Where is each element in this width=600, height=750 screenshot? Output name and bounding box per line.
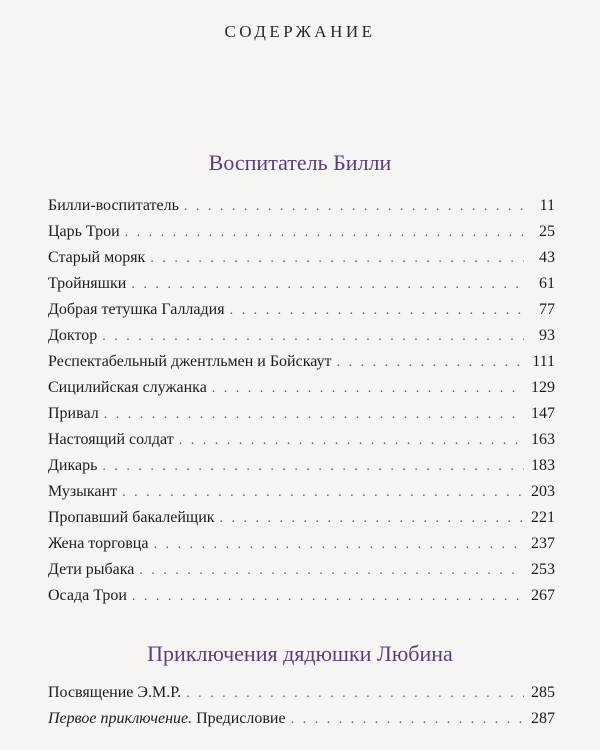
toc-entry-title: Дикарь (48, 457, 98, 474)
toc-list (48, 197, 555, 613)
toc-entry-title: Респектабельный джентльмен и Бойскаут (48, 353, 332, 370)
toc-entry-title: Старый моряк (48, 249, 146, 266)
toc-entry[interactable] (48, 509, 555, 535)
toc-entry-title: Тройняшки (48, 275, 127, 292)
toc-entry-page: 253 (531, 561, 555, 578)
toc-entry-title: Билли-воспитатель (48, 197, 179, 214)
toc-entry[interactable] (48, 561, 555, 587)
dot-leader (102, 329, 524, 345)
dot-leader (153, 537, 524, 553)
toc-entry-page: 11 (539, 197, 555, 214)
toc-entry-page: 77 (539, 301, 555, 318)
toc-entry[interactable] (48, 483, 555, 509)
toc-entry-title: Добрая тетушка Галладия (48, 301, 225, 318)
toc-entry[interactable] (48, 535, 555, 561)
toc-entry-page: 221 (531, 509, 555, 526)
dot-leader (131, 277, 524, 293)
toc-entry[interactable] (48, 587, 555, 613)
dot-leader (139, 563, 524, 579)
toc-entry-title (48, 710, 286, 728)
page-title: СОДЕРЖАНИЕ (224, 22, 376, 41)
toc-entry-title: Сицилийская служанка (48, 379, 207, 396)
toc-entry[interactable] (48, 431, 555, 457)
toc-entry-page: 93 (539, 327, 555, 344)
toc-entry-title: Жена торговца (48, 535, 149, 552)
toc-entry-title: Привал (48, 405, 99, 422)
toc-entry[interactable] (48, 327, 555, 353)
toc-entry-page: 25 (539, 223, 555, 240)
dot-leader (184, 199, 524, 215)
toc-entry-title: Пропавший бакалейщик (48, 509, 215, 526)
toc-entry-page: 147 (531, 405, 555, 422)
toc-entry-page: 163 (531, 431, 555, 448)
toc-entry-page: 43 (539, 249, 555, 266)
toc-entry-page: 111 (532, 353, 555, 370)
toc-entry[interactable] (48, 223, 555, 249)
toc-entry[interactable] (48, 197, 555, 223)
dot-leader (291, 712, 524, 728)
toc-entry-title: Посвящение Э.М.Р. (48, 684, 182, 701)
dot-leader (186, 686, 524, 702)
toc-entry-page: 183 (531, 457, 555, 474)
dot-leader (104, 407, 524, 423)
toc-list (48, 684, 555, 736)
toc-entry-title: Музыкант (48, 483, 118, 500)
toc-entry-page: 61 (539, 275, 555, 292)
dot-leader (132, 589, 524, 605)
toc-entry-title: Царь Трои (48, 223, 120, 240)
toc-entry-page: 285 (531, 684, 555, 701)
toc-entry[interactable] (48, 353, 555, 379)
toc-entry-page: 129 (531, 379, 555, 396)
toc-entry-title: Осада Трои (48, 587, 127, 604)
dot-leader (230, 303, 524, 319)
toc-entry-page: 267 (531, 587, 555, 604)
toc-entry[interactable] (48, 275, 555, 301)
toc-entry-page: 203 (531, 483, 555, 500)
toc-entry-title: Настоящий солдат (48, 431, 174, 448)
toc-entry-page: 287 (531, 710, 555, 727)
toc-entry-title-rest: Предисловие (192, 710, 286, 727)
toc-entry[interactable] (48, 457, 555, 483)
toc-entry-title: Доктор (48, 327, 98, 344)
toc-entry-title: Дети рыбака (48, 561, 135, 578)
toc-entry[interactable] (48, 379, 555, 405)
toc-entry-page: 237 (531, 535, 555, 552)
section-title: Воспитатель Билли (208, 150, 392, 175)
toc-entry-title-italic: Первое приключение. (48, 710, 193, 727)
section-title: Приключения дядюшки Любина (147, 641, 453, 666)
toc-entry[interactable] (48, 684, 555, 710)
dot-leader (212, 381, 524, 397)
dot-leader (150, 251, 524, 267)
dot-leader (179, 433, 524, 449)
dot-leader (102, 459, 524, 475)
toc-entry[interactable] (48, 249, 555, 275)
toc-entry[interactable] (48, 301, 555, 327)
dot-leader (125, 225, 524, 241)
dot-leader (220, 511, 524, 527)
toc-entry[interactable] (48, 710, 555, 736)
dot-leader (122, 485, 524, 501)
toc-entry[interactable] (48, 405, 555, 431)
dot-leader (337, 355, 524, 371)
